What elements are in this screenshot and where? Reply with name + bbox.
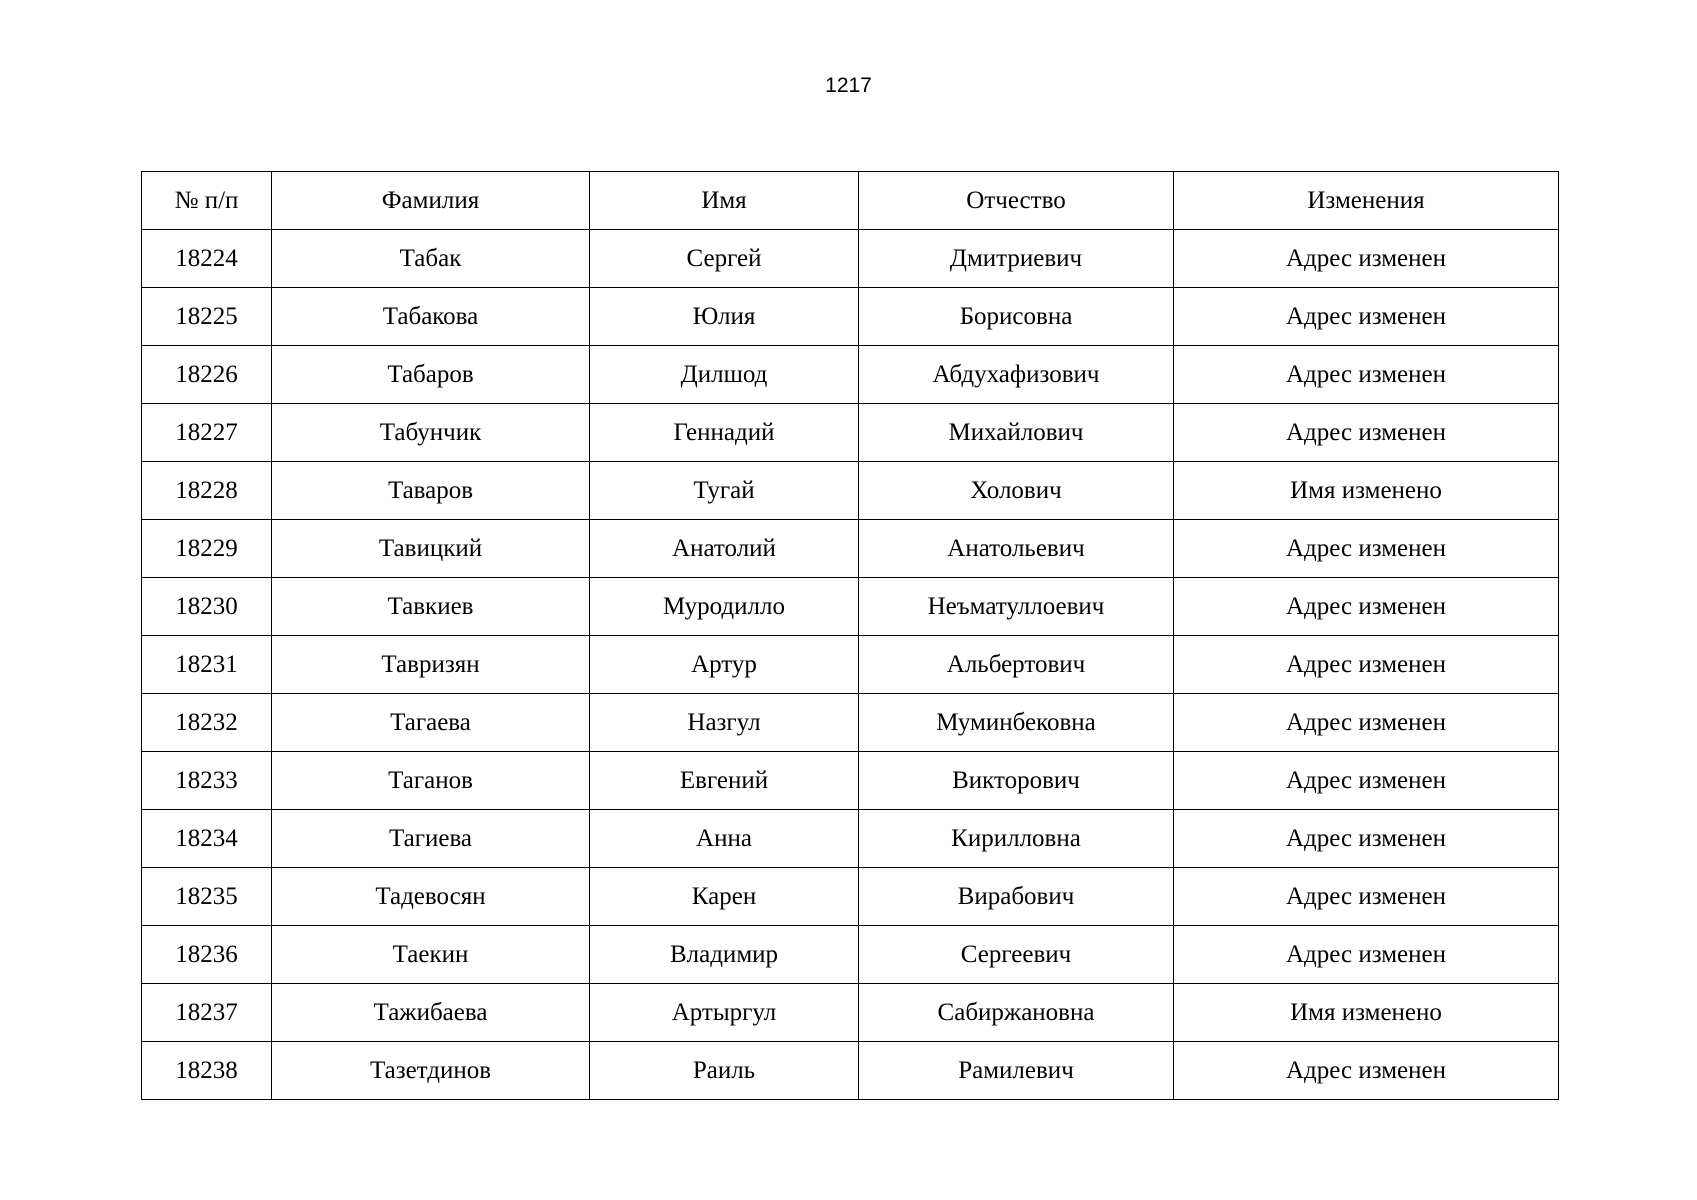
cell-patronymic: Анатольевич bbox=[859, 520, 1174, 578]
cell-changes: Адрес изменен bbox=[1174, 230, 1559, 288]
cell-number: 18224 bbox=[142, 230, 272, 288]
cell-number: 18234 bbox=[142, 810, 272, 868]
table-row bbox=[142, 1042, 1559, 1100]
header-name: Имя bbox=[590, 172, 859, 230]
cell-name: Сергей bbox=[590, 230, 859, 288]
cell-patronymic: Холович bbox=[859, 462, 1174, 520]
cell-changes: Адрес изменен bbox=[1174, 694, 1559, 752]
cell-changes: Адрес изменен bbox=[1174, 1042, 1559, 1100]
cell-patronymic: Муминбековна bbox=[859, 694, 1174, 752]
cell-changes: Адрес изменен bbox=[1174, 520, 1559, 578]
cell-surname: Таекин bbox=[272, 926, 590, 984]
table-row bbox=[142, 752, 1559, 810]
cell-name: Назгул bbox=[590, 694, 859, 752]
cell-surname: Тавризян bbox=[272, 636, 590, 694]
cell-name: Муродилло bbox=[590, 578, 859, 636]
table-row bbox=[142, 578, 1559, 636]
cell-name: Анатолий bbox=[590, 520, 859, 578]
cell-number: 18233 bbox=[142, 752, 272, 810]
cell-changes: Адрес изменен bbox=[1174, 578, 1559, 636]
cell-number: 18227 bbox=[142, 404, 272, 462]
cell-surname: Тагиева bbox=[272, 810, 590, 868]
cell-changes: Адрес изменен bbox=[1174, 752, 1559, 810]
cell-number: 18238 bbox=[142, 1042, 272, 1100]
cell-name: Раиль bbox=[590, 1042, 859, 1100]
cell-changes: Адрес изменен bbox=[1174, 288, 1559, 346]
table-row bbox=[142, 810, 1559, 868]
cell-name: Евгений bbox=[590, 752, 859, 810]
page-number: 1217 bbox=[825, 74, 872, 97]
cell-changes: Адрес изменен bbox=[1174, 926, 1559, 984]
cell-changes: Адрес изменен bbox=[1174, 346, 1559, 404]
cell-surname: Таваров bbox=[272, 462, 590, 520]
cell-name: Юлия bbox=[590, 288, 859, 346]
cell-surname: Табаров bbox=[272, 346, 590, 404]
table-body bbox=[142, 230, 1559, 1100]
cell-patronymic: Абдухафизович bbox=[859, 346, 1174, 404]
table-row bbox=[142, 694, 1559, 752]
cell-patronymic: Вирабович bbox=[859, 868, 1174, 926]
table-row bbox=[142, 636, 1559, 694]
table-header bbox=[142, 172, 1559, 230]
cell-number: 18230 bbox=[142, 578, 272, 636]
cell-patronymic: Дмитриевич bbox=[859, 230, 1174, 288]
cell-name: Карен bbox=[590, 868, 859, 926]
header-changes: Изменения bbox=[1174, 172, 1559, 230]
cell-number: 18226 bbox=[142, 346, 272, 404]
cell-surname: Таганов bbox=[272, 752, 590, 810]
cell-name: Геннадий bbox=[590, 404, 859, 462]
cell-changes: Адрес изменен bbox=[1174, 636, 1559, 694]
cell-number: 18229 bbox=[142, 520, 272, 578]
cell-patronymic: Викторович bbox=[859, 752, 1174, 810]
cell-changes: Адрес изменен bbox=[1174, 810, 1559, 868]
header-row bbox=[142, 172, 1559, 230]
table-row bbox=[142, 230, 1559, 288]
table-row bbox=[142, 520, 1559, 578]
cell-surname: Тажибаева bbox=[272, 984, 590, 1042]
cell-surname: Тазетдинов bbox=[272, 1042, 590, 1100]
cell-patronymic: Сергеевич bbox=[859, 926, 1174, 984]
cell-changes: Имя изменено bbox=[1174, 984, 1559, 1042]
cell-patronymic: Сабиржановна bbox=[859, 984, 1174, 1042]
cell-surname: Табунчик bbox=[272, 404, 590, 462]
cell-patronymic: Альбертович bbox=[859, 636, 1174, 694]
cell-name: Дилшод bbox=[590, 346, 859, 404]
cell-patronymic: Рамилевич bbox=[859, 1042, 1174, 1100]
cell-patronymic: Кирилловна bbox=[859, 810, 1174, 868]
table-row bbox=[142, 404, 1559, 462]
cell-number: 18228 bbox=[142, 462, 272, 520]
cell-name: Анна bbox=[590, 810, 859, 868]
cell-surname: Тагаева bbox=[272, 694, 590, 752]
cell-number: 18237 bbox=[142, 984, 272, 1042]
table-row bbox=[142, 288, 1559, 346]
cell-number: 18232 bbox=[142, 694, 272, 752]
cell-changes: Адрес изменен bbox=[1174, 868, 1559, 926]
cell-patronymic: Михайлович bbox=[859, 404, 1174, 462]
cell-number: 18236 bbox=[142, 926, 272, 984]
cell-changes: Имя изменено bbox=[1174, 462, 1559, 520]
table-row bbox=[142, 926, 1559, 984]
registry-table bbox=[141, 171, 1559, 1100]
cell-changes: Адрес изменен bbox=[1174, 404, 1559, 462]
cell-number: 18225 bbox=[142, 288, 272, 346]
cell-patronymic: Неъматуллоевич bbox=[859, 578, 1174, 636]
table-row bbox=[142, 984, 1559, 1042]
table-row bbox=[142, 868, 1559, 926]
cell-surname: Тавкиев bbox=[272, 578, 590, 636]
table-row bbox=[142, 462, 1559, 520]
cell-number: 18235 bbox=[142, 868, 272, 926]
cell-surname: Табак bbox=[272, 230, 590, 288]
header-number: № п/п bbox=[142, 172, 272, 230]
cell-name: Артыргул bbox=[590, 984, 859, 1042]
header-patronymic: Отчество bbox=[859, 172, 1174, 230]
cell-surname: Тадевосян bbox=[272, 868, 590, 926]
cell-patronymic: Борисовна bbox=[859, 288, 1174, 346]
cell-surname: Табакова bbox=[272, 288, 590, 346]
cell-name: Владимир bbox=[590, 926, 859, 984]
cell-surname: Тавицкий bbox=[272, 520, 590, 578]
cell-name: Артур bbox=[590, 636, 859, 694]
header-surname: Фамилия bbox=[272, 172, 590, 230]
cell-name: Тугай bbox=[590, 462, 859, 520]
table-row bbox=[142, 346, 1559, 404]
cell-number: 18231 bbox=[142, 636, 272, 694]
